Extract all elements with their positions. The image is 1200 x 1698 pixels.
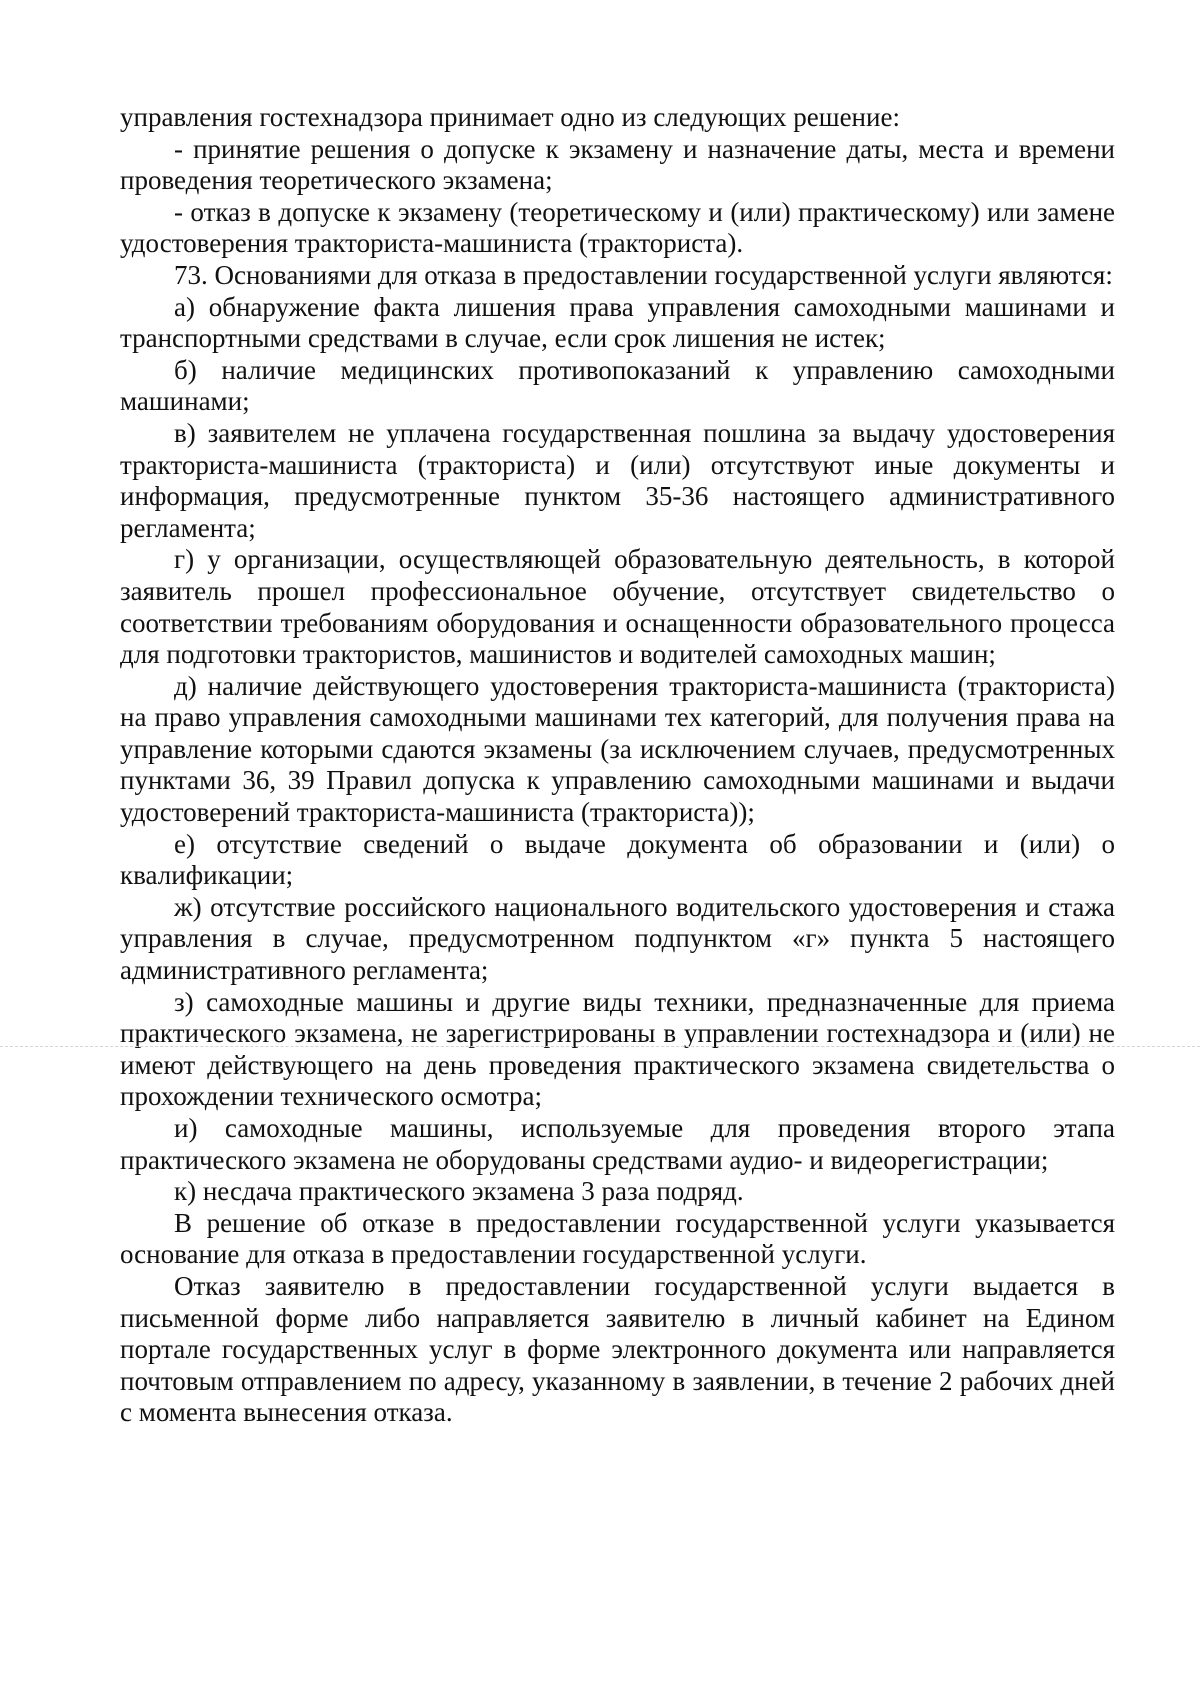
paragraph-continuation: управления гостехнадзора принимает одно из следующих решение: — [120, 102, 900, 132]
paragraph-ground-g: г) у организации, осуществляющей образовательную деятельность, в которой заявитель прошел профессиональное обучение, отсутствует свидетельство о соответствии требованиям оборудования и оснащенности образовательного процесса для подготовки трактористов, машинистов и водителей самоходных машин; — [120, 544, 1115, 670]
paragraph-admission-decision: - принятие решения о допуске к экзамену и назначение даты, места и времени проведения теоретического экзамена; — [120, 133, 1115, 196]
paragraph-refusal-delivery: Отказ заявителю в предоставлении государственной услуги выдается в письменной форме либо направляется заявителю в личный кабинет на Едином портале государственных услуг в форме электронного документа или направляется почтовым отправлением по адресу, указанному в заявлении, в течение 2 рабочих дней с момента вынесения отказа. — [120, 1270, 1115, 1428]
paragraph-admission-refusal: - отказ в допуске к экзамену (теоретическому и (или) практическому) или замене удостоверения тракториста-машиниста (тракториста). — [120, 196, 1115, 259]
paragraph-ground-b: б) наличие медицинских противопоказаний к управлению самоходными машинами; — [120, 354, 1115, 417]
paragraph-ground-i: и) самоходные машины, используемые для проведения второго этапа практического экзамена не оборудованы средствами аудио- и видеорегистрации; — [120, 1113, 1115, 1175]
paragraph-ground-z: з) самоходные машины и другие виды техники, предназначенные для приема практического экзамена, не зарегистрированы в управлении гостехнадзора и (или) не имеют действующего на день проведения практического экзамена свидетельства о прохождении технического осмотра; — [120, 986, 1115, 1112]
paragraph-ground-zh: ж) отсутствие российского национального водительского удостоверения и стажа управления в случае, предусмотренном подпунктом «г» пункта 5 настоящего административного регламента; — [120, 891, 1115, 986]
paragraph-item-73: 73. Основаниями для отказа в предоставлении государственной услуги являются: — [174, 259, 1113, 290]
document-body — [120, 102, 1115, 1429]
paragraph-ground-k: к) несдача практического экзамена 3 раза подряд. — [174, 1176, 744, 1207]
paragraph-refusal-basis: В решение об отказе в предоставлении государственной услуги указывается основание для отказа в предоставлении государственной услуги. — [120, 1207, 1115, 1270]
paragraph-ground-e: е) отсутствие сведений о выдаче документа об образовании и (или) о квалификации; — [120, 828, 1115, 891]
paragraph-ground-v: в) заявителем не уплачена государственная пошлина за выдачу удостоверения тракториста-машиниста (тракториста) и (или) отсутствуют иные документы и информация, предусмотренные пунктом 35-36 настоящего административного регламента; — [120, 417, 1115, 543]
scan-artifact-line — [0, 1046, 1200, 1047]
paragraph-ground-a: а) обнаружение факта лишения права управления самоходными машинами и транспортными средствами в случае, если срок лишения не истек; — [120, 291, 1115, 354]
paragraph-ground-d: д) наличие действующего удостоверения тракториста-машиниста (тракториста) на право управления самоходными машинами тех категорий, для получения права на управление которыми сдаются экзамены (за исключением случаев, предусмотренных пунктами 36, 39 Правил допуска к управлению самоходными машинами и выдачи удостоверений тракториста-машиниста (тракториста)); — [120, 670, 1115, 828]
